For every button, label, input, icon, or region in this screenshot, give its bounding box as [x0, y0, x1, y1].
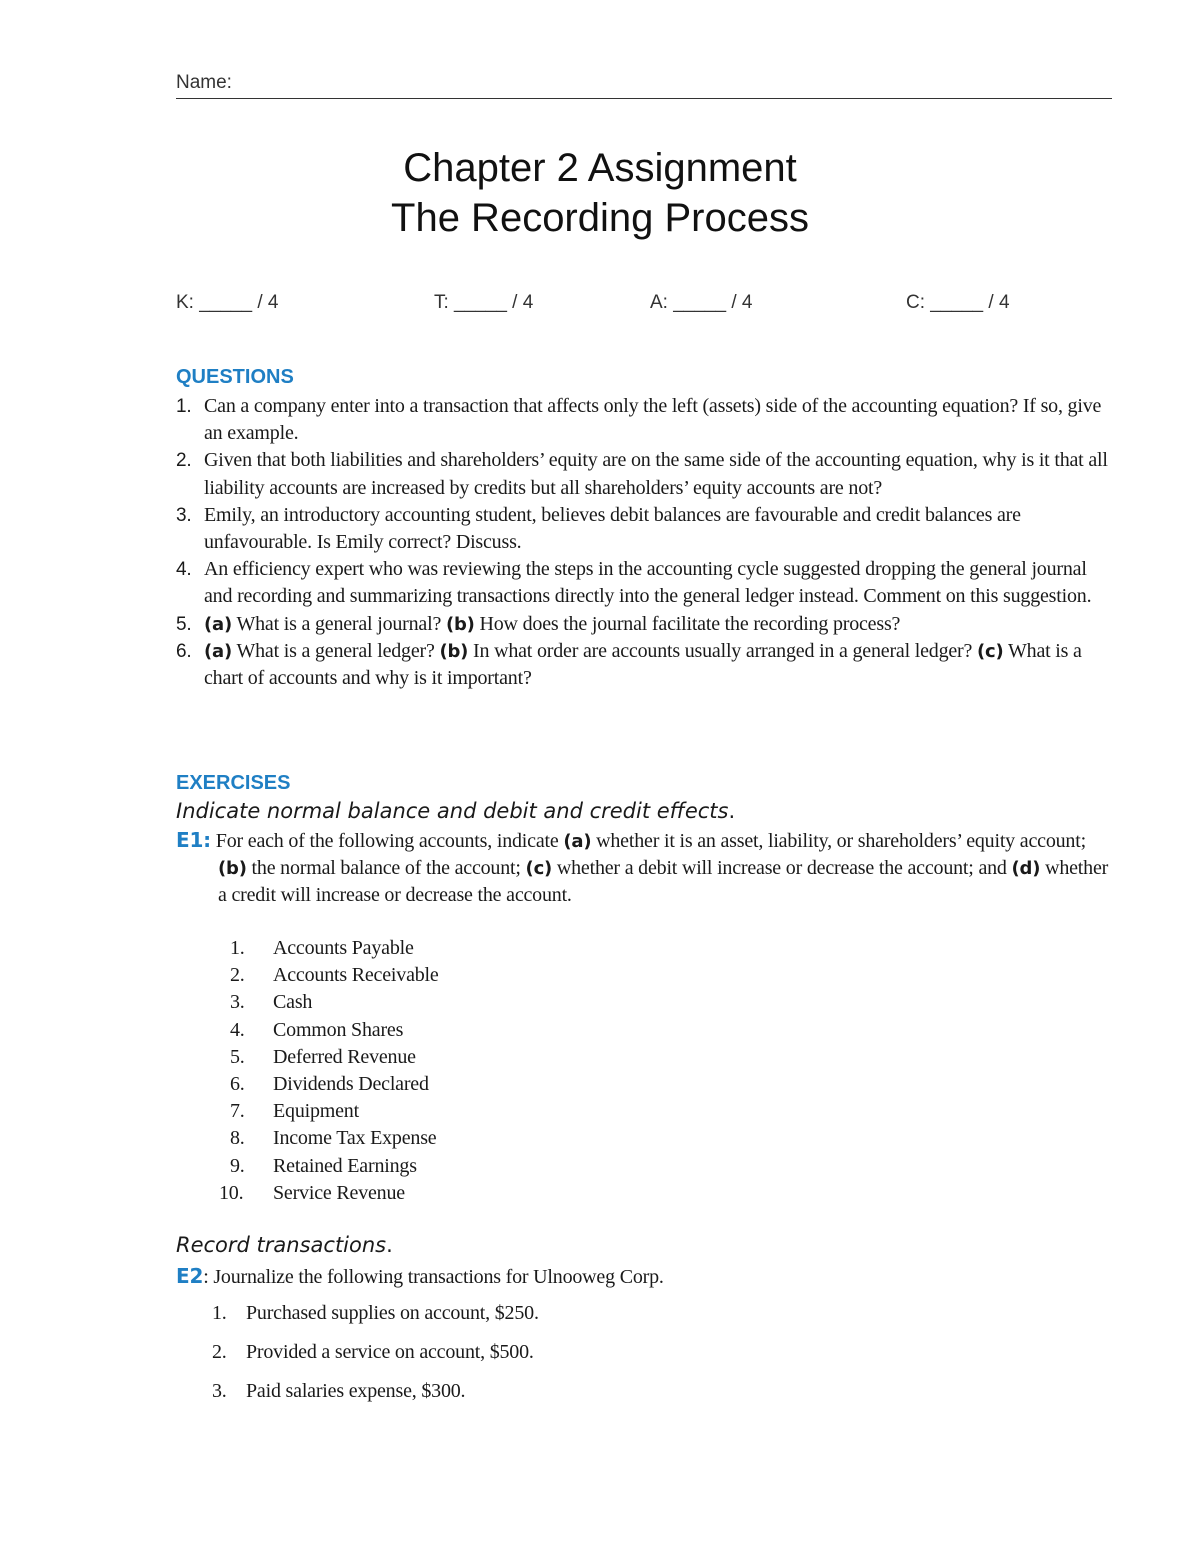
prompt-text: : Journalize the following transactions for Ulnooweg Corp. [203, 1266, 664, 1288]
item-number: 2. [212, 1341, 227, 1363]
item-number: 3. [230, 991, 245, 1014]
question-text [204, 611, 1116, 638]
question-number: 1. [176, 396, 192, 417]
list-item [212, 1341, 534, 1364]
list-item [216, 1098, 439, 1125]
question-number: 3. [176, 504, 192, 526]
list-item [216, 1071, 439, 1098]
name-field[interactable] [176, 72, 1112, 99]
score-c: C: _____ / 4 [906, 292, 1010, 313]
questions-heading: QUESTIONS [176, 366, 294, 388]
exercise-e2 [176, 1263, 664, 1291]
question-number: 6. [176, 640, 192, 662]
exercise-e1-prompt [176, 827, 1116, 910]
item-number: 10. [219, 1181, 244, 1204]
account-name: Deferred Revenue [273, 1045, 416, 1068]
score-row [0, 292, 1200, 318]
question-item [176, 447, 1116, 501]
exercises-heading: EXERCISES [176, 772, 291, 794]
list-item [216, 1180, 439, 1207]
subheading-text: Indicate normal balance and debit and credit effects [176, 799, 729, 823]
list-item [212, 1302, 539, 1325]
prompt-text: For each of the following accounts, indicate [210, 830, 564, 852]
item-number: 3. [212, 1380, 227, 1402]
part-b-label: (b) [218, 858, 247, 880]
prompt-text: whether a credit will increase or decrease the account. [218, 857, 1109, 907]
name-label: Name: [176, 72, 232, 93]
item-number: 6. [230, 1073, 245, 1096]
exercise-label: E1: [176, 828, 211, 852]
list-item [216, 935, 439, 962]
item-number: 4. [230, 1018, 245, 1041]
question-text: Given that both liabilities and shareholders’ equity are on the same side of the accounting equation, why is it that all liability accounts are increased by credits but all shareholders’ equity accounts are not? [204, 449, 1108, 499]
part-c-label: (c) [977, 640, 1004, 662]
item-number: 9. [230, 1154, 245, 1177]
question-item [176, 502, 1116, 556]
question-number: 4. [176, 559, 192, 581]
list-item [216, 962, 439, 989]
accounts-list [216, 935, 439, 1207]
part-b-text: How does the journal facilitate the recording process? [474, 612, 901, 635]
account-name: Service Revenue [273, 1181, 405, 1204]
item-number: 1. [230, 937, 245, 959]
prompt-text: whether it is an asset, liability, or shareholders’ equity account; [591, 830, 1086, 852]
part-d-label: (d) [1011, 858, 1041, 880]
score-k: K: _____ / 4 [176, 292, 279, 313]
part-a-label: (a) [204, 640, 232, 662]
exercise-label: E2 [176, 1264, 204, 1288]
question-text [204, 638, 1116, 692]
exercise-subheading [176, 1233, 393, 1257]
subheading-text: Record transactions [176, 1233, 387, 1257]
document-subtitle: The Recording Process [391, 196, 809, 240]
exercise-e1 [176, 827, 1116, 910]
list-item [216, 1044, 439, 1071]
account-name: Common Shares [273, 1018, 404, 1041]
part-b-label: (b) [445, 613, 475, 635]
part-c-label: (c) [525, 858, 553, 880]
document-title: Chapter 2 Assignment [403, 146, 797, 190]
list-item [216, 1017, 439, 1044]
transaction-text: Provided a service on account, $500. [246, 1341, 534, 1363]
list-item [216, 1125, 439, 1152]
account-name: Accounts Receivable [273, 964, 439, 987]
account-name: Accounts Payable [273, 937, 414, 959]
exercise-subheading [176, 799, 735, 823]
part-b-label: (b) [439, 640, 469, 662]
account-name: Dividends Declared [273, 1073, 429, 1096]
question-item [176, 393, 1116, 447]
list-item [212, 1380, 465, 1403]
item-number: 5. [230, 1045, 245, 1068]
score-t: T: _____ / 4 [434, 292, 534, 313]
item-number: 1. [212, 1302, 227, 1324]
question-text: Can a company enter into a transaction that affects only the left (assets) side of the accounting equation? If so, give an example. [204, 395, 1102, 445]
question-text: Emily, an introductory accounting student, believes debit balances are favourable and credit balances are unfavourable. Is Emily correct? Discuss. [204, 503, 1021, 554]
item-number: 7. [230, 1100, 245, 1123]
question-number: 5. [176, 613, 192, 635]
transaction-text: Paid salaries expense, $300. [246, 1380, 466, 1402]
question-item [176, 611, 1116, 638]
account-name: Cash [273, 991, 313, 1014]
account-name: Equipment [273, 1100, 359, 1123]
item-number: 8. [230, 1127, 245, 1150]
part-a-text: What is a general ledger? [232, 639, 440, 662]
transaction-text: Purchased supplies on account, $250. [246, 1302, 539, 1324]
question-number: 2. [176, 450, 192, 472]
question-item [176, 638, 1116, 692]
part-c-text: What is a chart of accounts and why is it important? [204, 639, 1082, 690]
part-a-label: (a) [204, 613, 232, 635]
prompt-text: whether a debit will increase or decrease the account; and [552, 857, 1012, 880]
question-item [176, 556, 1116, 610]
question-text: An efficiency expert who was reviewing the steps in the accounting cycle suggested dropping the general journal and recording and summarizing transactions directly into the general ledger instead. Comment on this suggestion. [204, 558, 1092, 608]
subheading-period: . [728, 799, 736, 823]
list-item [216, 989, 439, 1016]
part-a-text: What is a general journal? [232, 612, 446, 635]
score-a: A: _____ / 4 [650, 292, 753, 313]
part-b-text: In what order are accounts usually arranged in a general ledger? [468, 639, 977, 662]
item-number: 2. [230, 964, 245, 987]
subheading-period: . [386, 1233, 393, 1257]
account-name: Retained Earnings [273, 1154, 417, 1177]
part-a-label: (a) [563, 831, 592, 852]
questions-list [176, 393, 1116, 692]
list-item [216, 1153, 439, 1180]
account-name: Income Tax Expense [273, 1127, 437, 1150]
prompt-text: the normal balance of the account; [246, 857, 526, 880]
